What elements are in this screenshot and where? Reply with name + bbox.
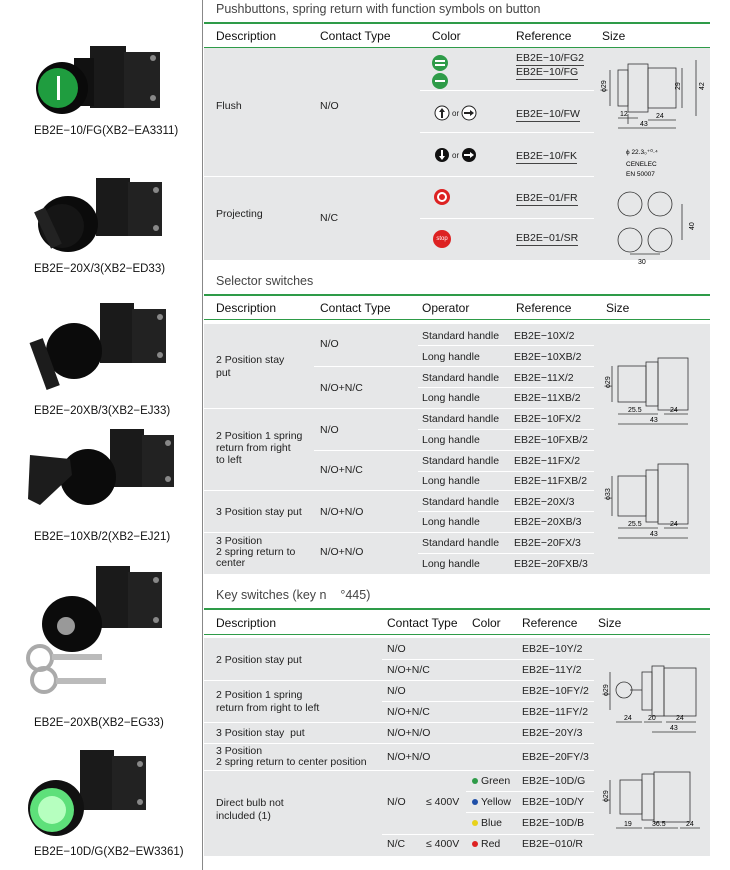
dim-label: 43 bbox=[650, 531, 658, 538]
section-title-key-switches: Key switches (key n °445) bbox=[216, 588, 371, 602]
header-reference: Reference bbox=[522, 616, 578, 630]
product-caption: EB2E−10D/G(XB2−EW3361) bbox=[34, 846, 184, 858]
row-divider bbox=[204, 176, 594, 177]
operator-cell: Standard handle bbox=[422, 537, 500, 549]
group-divider bbox=[204, 770, 594, 771]
operator-cell: Standard handle bbox=[422, 330, 500, 342]
green-button-icons bbox=[430, 54, 450, 90]
group-description: 3 Position 2 spring return to center bbox=[216, 535, 296, 569]
dim-label: 24 bbox=[656, 113, 664, 120]
dim-label: 42 bbox=[699, 82, 706, 90]
group-divider bbox=[204, 408, 594, 409]
operator-cell: Long handle bbox=[422, 351, 480, 363]
dim-label: 25.5 bbox=[628, 521, 642, 528]
dim-label: 20 bbox=[648, 715, 656, 722]
product-selector-long-2 bbox=[0, 425, 203, 543]
group-contact: N/O+N/C bbox=[320, 464, 363, 476]
flush-label: Flush bbox=[216, 100, 242, 112]
green-dot-icon bbox=[472, 778, 478, 784]
dim-label: ϕ33 bbox=[605, 488, 612, 500]
row-divider bbox=[382, 701, 594, 702]
dim-label: ϕ29 bbox=[605, 376, 612, 388]
group-divider bbox=[204, 680, 594, 681]
stop-icon: stop bbox=[433, 230, 451, 248]
selector-dimension-drawing bbox=[602, 354, 710, 544]
dim-label: 24 bbox=[670, 521, 678, 528]
selector-table bbox=[204, 324, 710, 574]
operator-cell: Standard handle bbox=[422, 413, 500, 425]
table-header bbox=[204, 296, 710, 320]
key-contact: N/O bbox=[387, 685, 406, 697]
bulb-contact: N/O bbox=[387, 796, 406, 808]
group-divider bbox=[204, 743, 594, 744]
product-caption: EB2E−10/FG(XB2−EA3311) bbox=[34, 125, 179, 137]
key-description: 2 Position stay put bbox=[216, 654, 302, 666]
pushbutton-dimension-drawing bbox=[600, 54, 710, 266]
operator-cell: Standard handle bbox=[422, 455, 500, 467]
reference-cell: EB2E−10XB/2 bbox=[514, 351, 582, 363]
section-title-selectors: Selector switches bbox=[216, 274, 314, 288]
header-contact: Contact Type bbox=[320, 301, 391, 315]
row-divider bbox=[418, 511, 594, 512]
reference-cell: EB2E−20FXB/3 bbox=[514, 558, 588, 570]
dim-label: 43 bbox=[670, 725, 678, 732]
header-operator: Operator bbox=[422, 301, 470, 315]
reference-cell: EB2E−10FX/2 bbox=[514, 413, 581, 425]
dim-label: 40 bbox=[689, 222, 696, 230]
ref-code: EB2E−01/SR bbox=[516, 232, 579, 244]
header-description: Description bbox=[216, 301, 277, 315]
row-divider bbox=[420, 90, 594, 91]
product-caption: EB2E−20X/3(XB2−ED33) bbox=[34, 263, 166, 275]
operator-cell: Long handle bbox=[422, 558, 480, 570]
table-header bbox=[204, 24, 710, 48]
row-divider bbox=[418, 387, 594, 388]
section-title-pushbuttons: Pushbuttons, spring return with function symbols on button bbox=[216, 2, 541, 16]
row-divider bbox=[418, 429, 594, 430]
dim-label: CENELEC bbox=[626, 161, 657, 168]
header-color: Color bbox=[432, 29, 461, 43]
group-contact: N/O+N/O bbox=[320, 506, 364, 518]
product-selector bbox=[0, 168, 203, 275]
row-divider bbox=[418, 471, 594, 472]
or-label: or bbox=[452, 108, 460, 118]
dim-label: 24 bbox=[686, 821, 694, 828]
key-table bbox=[204, 638, 710, 856]
or-label: or bbox=[452, 150, 460, 160]
header-description: Description bbox=[216, 29, 277, 43]
color-name: Yellow bbox=[481, 796, 511, 808]
group-description: 2 Position 1 spring return from right to left bbox=[216, 430, 303, 466]
key-contact: N/O+N/C bbox=[387, 664, 430, 676]
bulb-reference: EB2E−10D/G bbox=[522, 775, 586, 787]
red-ring-icon bbox=[433, 188, 451, 206]
key-description: 2 Position 1 spring return from right to left bbox=[216, 689, 320, 714]
projecting-label: Projecting bbox=[216, 208, 263, 220]
section-divider bbox=[204, 608, 710, 610]
reference-cell: EB2E−11FXB/2 bbox=[514, 475, 588, 487]
bulb-voltage: ≤ 400V bbox=[426, 796, 460, 808]
dim-label: ϕ29 bbox=[603, 790, 610, 802]
pilot-light-image bbox=[0, 748, 203, 843]
operator-cell: Long handle bbox=[422, 475, 480, 487]
product-selector-long bbox=[0, 295, 203, 417]
dim-label: 43 bbox=[640, 121, 648, 128]
bulb-reference: EB2E−10D/Y bbox=[522, 796, 585, 808]
row-divider bbox=[466, 812, 594, 813]
header-reference: Reference bbox=[516, 29, 572, 43]
bulb-voltage: ≤ 400V bbox=[426, 838, 460, 850]
blue-dot-icon bbox=[472, 799, 478, 805]
product-key-switch bbox=[0, 562, 203, 729]
black-arrow-icons bbox=[434, 147, 477, 163]
group-divider bbox=[204, 490, 594, 491]
dim-label: 43 bbox=[650, 417, 658, 424]
row-divider bbox=[420, 132, 594, 133]
group-contact: N/O+N/C bbox=[320, 382, 363, 394]
color-blue bbox=[472, 817, 502, 829]
dim-label: ϕ29 bbox=[603, 684, 610, 696]
operator-cell: Long handle bbox=[422, 434, 480, 446]
dim-label: ϕ 22.3₀⁺⁰·⁴ bbox=[626, 149, 658, 156]
header-size: Size bbox=[602, 29, 626, 43]
group-description: 2 Position stay put bbox=[216, 354, 285, 379]
dim-label: 24 bbox=[624, 715, 632, 722]
bulb-reference: EB2E−10D/B bbox=[522, 817, 585, 829]
right-arrow-icon bbox=[461, 147, 477, 163]
dim-label: 36.5 bbox=[652, 821, 666, 828]
key-reference: EB2E−20Y/3 bbox=[522, 727, 583, 739]
flush-button-image bbox=[0, 32, 203, 124]
right-arrow-icon bbox=[461, 105, 477, 121]
selector-long-image bbox=[0, 295, 203, 395]
dim-label: 19 bbox=[624, 821, 632, 828]
row-divider bbox=[418, 345, 594, 346]
yellow-dot-icon bbox=[472, 820, 478, 826]
bulb-contact: N/C bbox=[387, 838, 406, 850]
group-contact: N/O+N/O bbox=[320, 546, 364, 558]
reference-cell: EB2E−20X/3 bbox=[514, 496, 575, 508]
row-divider bbox=[382, 834, 594, 835]
key-switch-image bbox=[0, 562, 203, 712]
red-dot-icon bbox=[472, 841, 478, 847]
dim-label: 29 bbox=[675, 82, 682, 90]
down-arrow-icon bbox=[434, 147, 450, 163]
ref-code: EB2E−10/FG bbox=[516, 66, 579, 78]
group-contact: N/O bbox=[320, 424, 339, 436]
header-size: Size bbox=[598, 616, 622, 630]
color-yellow bbox=[472, 796, 511, 808]
product-flush-button bbox=[0, 32, 203, 137]
header-size: Size bbox=[606, 301, 630, 315]
up-arrow-icon bbox=[434, 105, 450, 121]
color-green bbox=[472, 775, 510, 787]
key-reference: EB2E−10FY/2 bbox=[522, 685, 589, 697]
row-divider bbox=[314, 450, 594, 451]
color-name: Blue bbox=[481, 817, 503, 829]
dim-label: 30 bbox=[638, 259, 646, 266]
row-divider bbox=[314, 366, 594, 367]
group-divider bbox=[204, 722, 594, 723]
dim-label: ϕ29 bbox=[601, 80, 608, 92]
group-description: 3 Position stay put bbox=[216, 506, 302, 518]
product-caption: EB2E−20XB/3(XB2−EJ33) bbox=[34, 405, 171, 417]
key-reference: EB2E−11Y/2 bbox=[522, 664, 582, 676]
dim-label: 24 bbox=[676, 715, 684, 722]
operator-cell: Long handle bbox=[422, 392, 480, 404]
key-reference: EB2E−10Y/2 bbox=[522, 643, 583, 655]
product-caption: EB2E−10XB/2(XB2−EJ21) bbox=[34, 531, 171, 543]
selector-image bbox=[0, 168, 203, 260]
key-description: 3 Position stay put bbox=[216, 727, 305, 739]
product-caption: EB2E−20XB(XB2−EG33) bbox=[34, 717, 164, 729]
ref-code: EB2E−10/FG2 bbox=[516, 52, 584, 64]
ref-code: EB2E−10/FK bbox=[516, 150, 577, 162]
header-color: Color bbox=[472, 616, 501, 630]
color-name: Red bbox=[481, 838, 501, 850]
selector-long-2-image bbox=[0, 425, 203, 520]
pushbutton-table bbox=[204, 48, 710, 266]
key-reference: EB2E−20FY/3 bbox=[522, 751, 589, 763]
row-divider bbox=[382, 659, 594, 660]
group-divider bbox=[204, 532, 594, 533]
key-contact: N/O+N/C bbox=[387, 706, 430, 718]
flush-contact: N/O bbox=[320, 100, 339, 112]
color-red bbox=[472, 838, 500, 850]
ref-code: EB2E−01/FR bbox=[516, 192, 578, 204]
reference-cell: EB2E−11XB/2 bbox=[514, 392, 581, 404]
operator-cell: Standard handle bbox=[422, 496, 500, 508]
product-pilot-light bbox=[0, 748, 203, 858]
dim-label: 24 bbox=[670, 407, 678, 414]
row-divider bbox=[466, 791, 594, 792]
ref-code: EB2E−10/FW bbox=[516, 108, 580, 120]
reference-cell: EB2E−20XB/3 bbox=[514, 516, 582, 528]
reference-cell: EB2E−10FXB/2 bbox=[514, 434, 588, 446]
dim-label: 25.5 bbox=[628, 407, 642, 414]
key-contact: N/O bbox=[387, 643, 406, 655]
operator-cell: Standard handle bbox=[422, 372, 500, 384]
key-contact: N/O+N/O bbox=[387, 727, 431, 739]
dim-label: 12 bbox=[620, 111, 628, 118]
header-reference: Reference bbox=[516, 301, 572, 315]
product-column bbox=[0, 0, 203, 870]
bulb-description: Direct bulb not included (1) bbox=[216, 797, 284, 822]
color-name: Green bbox=[481, 775, 511, 787]
bulb-reference: EB2E−010/R bbox=[522, 838, 584, 850]
projecting-contact: N/C bbox=[320, 212, 339, 224]
table-header bbox=[204, 611, 710, 635]
reference-cell: EB2E−20FX/3 bbox=[514, 537, 581, 549]
dim-label: EN 50007 bbox=[626, 171, 655, 178]
key-description: 3 Position 2 spring return to center position bbox=[216, 745, 367, 768]
group-contact: N/O bbox=[320, 338, 339, 350]
row-divider bbox=[418, 553, 594, 554]
header-contact: Contact Type bbox=[320, 29, 391, 43]
reference-cell: EB2E−11FX/2 bbox=[514, 455, 581, 467]
key-dimension-drawing bbox=[600, 662, 710, 852]
reference-cell: EB2E−11X/2 bbox=[514, 372, 574, 384]
reference-cell: EB2E−10X/2 bbox=[514, 330, 575, 342]
header-contact: Contact Type bbox=[387, 616, 458, 630]
header-description: Description bbox=[216, 616, 277, 630]
operator-cell: Long handle bbox=[422, 516, 480, 528]
key-contact: N/O+N/O bbox=[387, 751, 431, 763]
row-divider bbox=[420, 218, 594, 219]
key-reference: EB2E−11FY/2 bbox=[522, 706, 589, 718]
white-arrow-icons bbox=[434, 105, 477, 121]
